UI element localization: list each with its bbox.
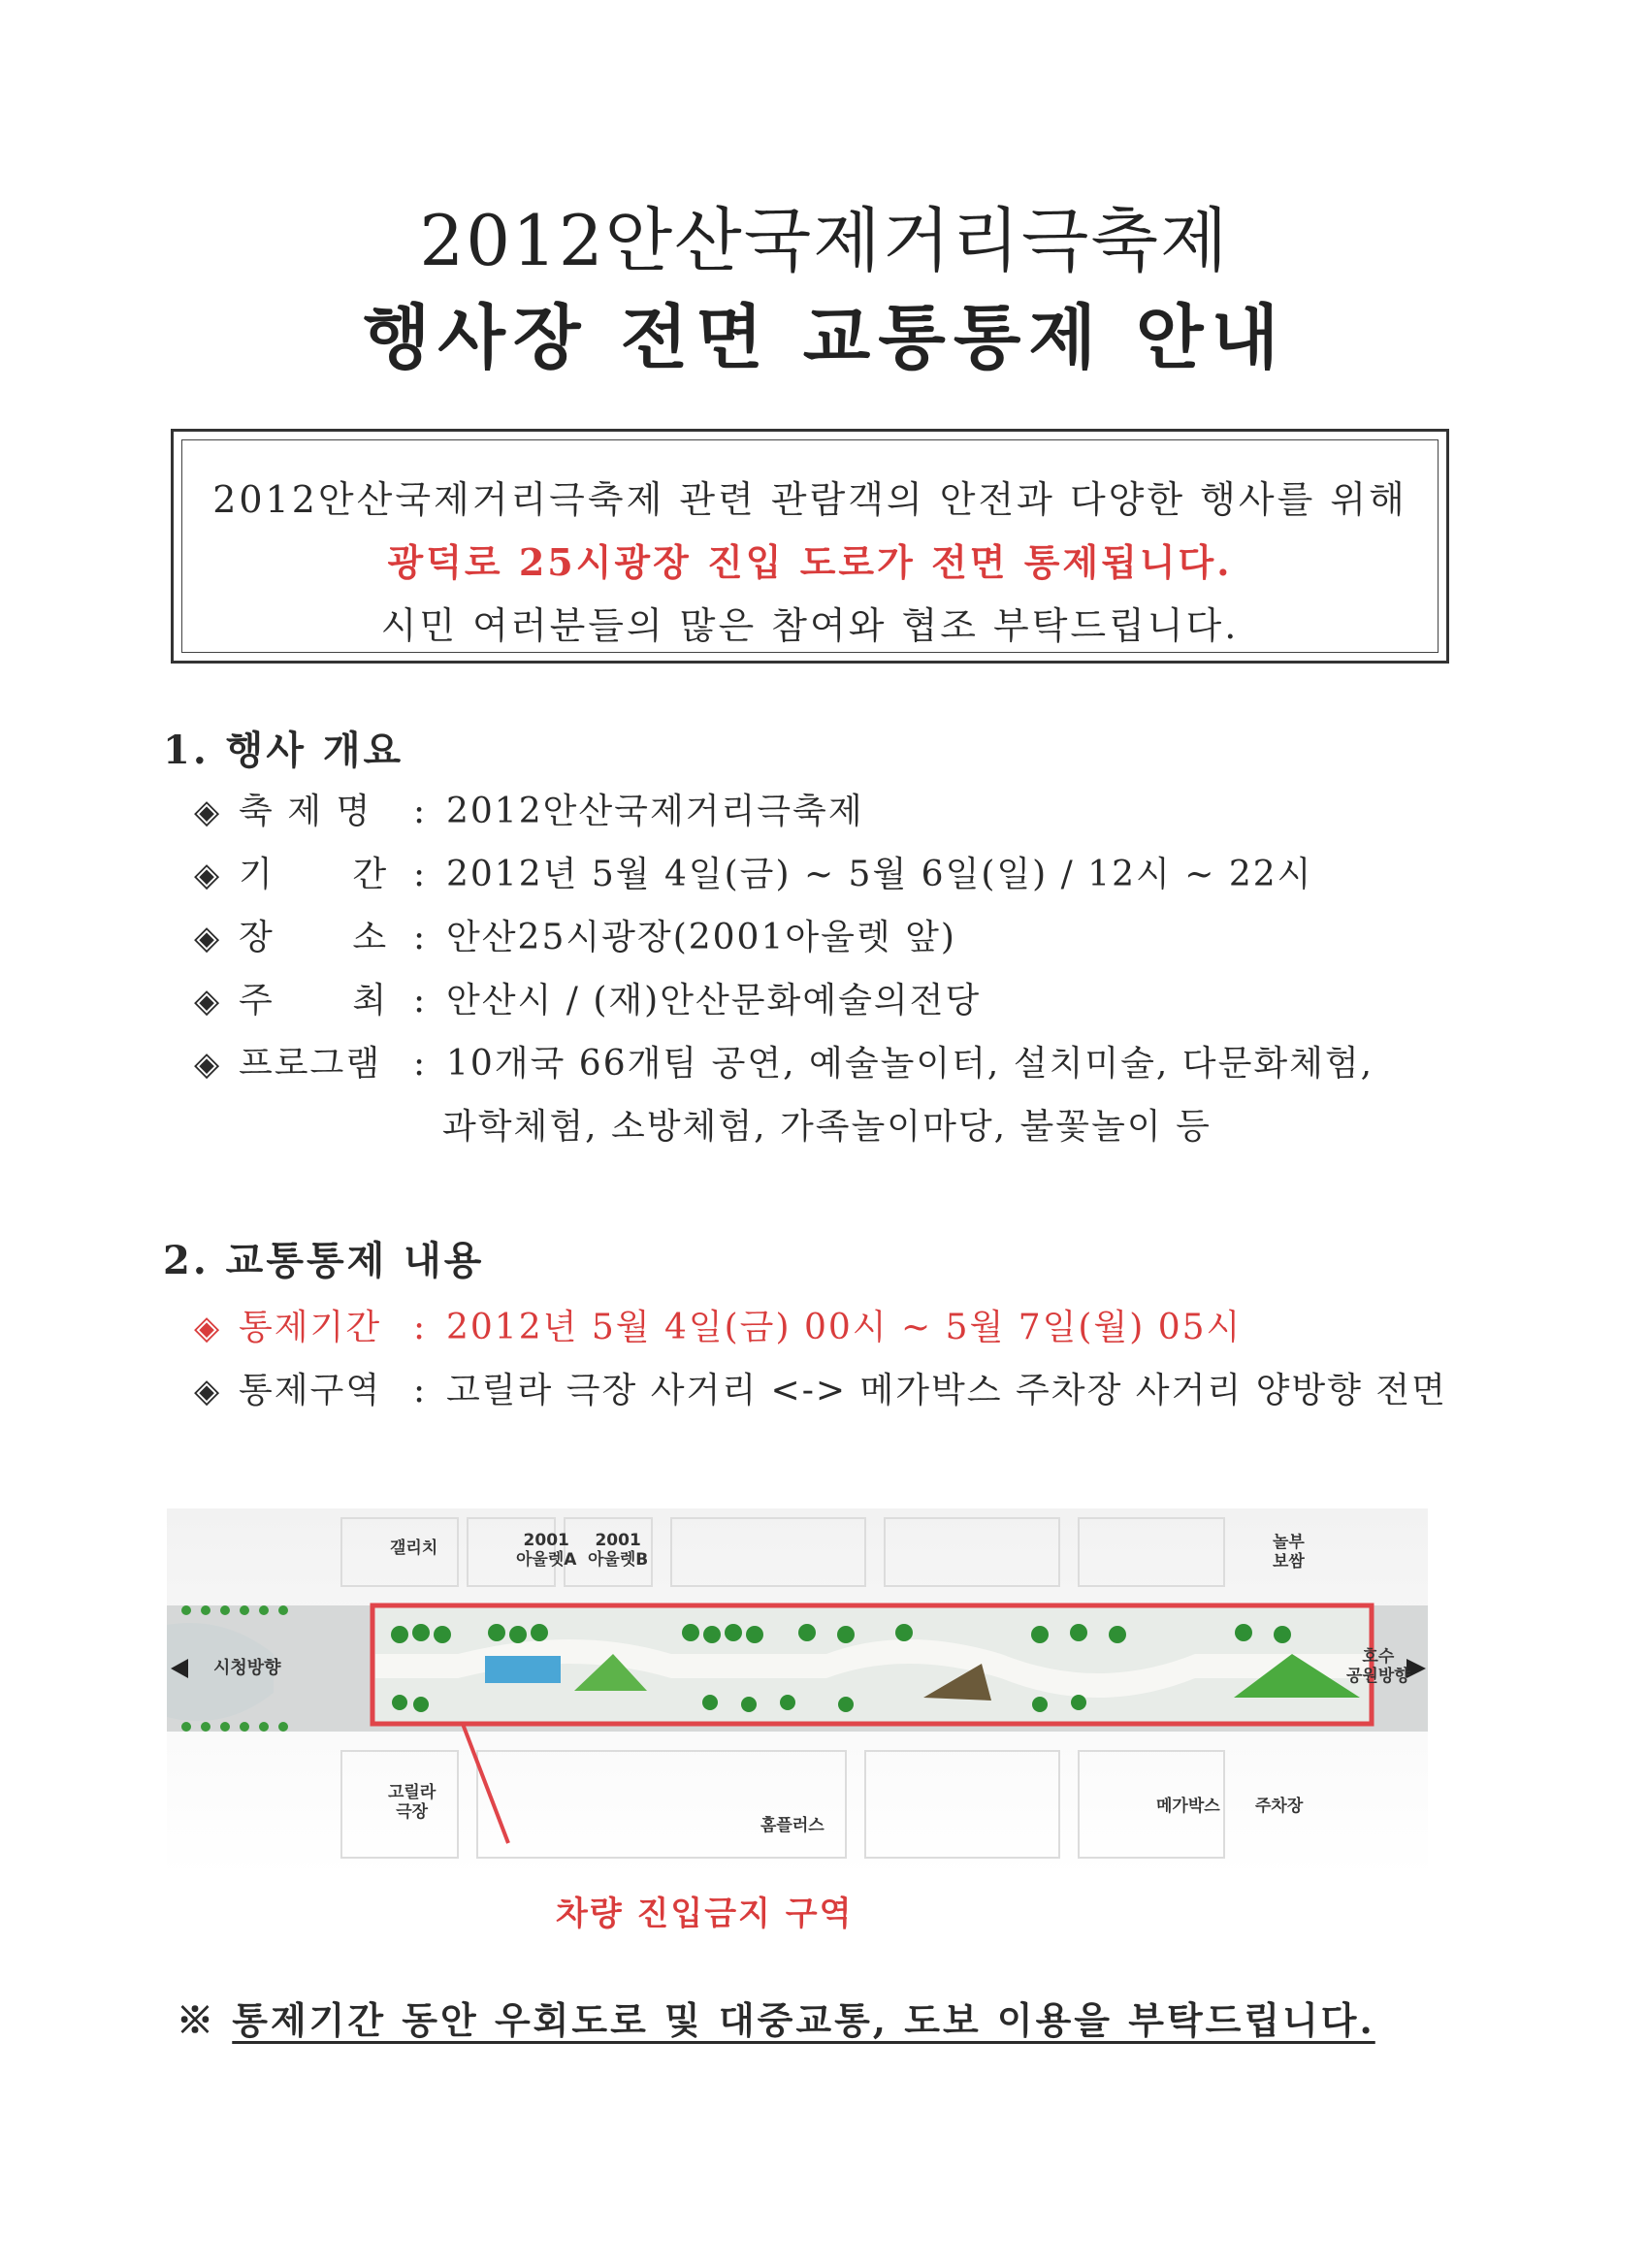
control-period-label: 통제기간 — [239, 1308, 382, 1347]
overview-value: 10개국 66개팀 공연, 예술놀이터, 설치미술, 다문화체험, — [446, 1044, 1374, 1084]
map-label-homeplus: 홈플러스 — [760, 1816, 824, 1835]
footer-text: 통제기간 동안 우회도로 및 대중교통, 도보 이용을 부탁드립니다. — [232, 1998, 1375, 2042]
notice-box — [171, 429, 1449, 664]
notice-box-inner — [181, 439, 1439, 653]
map-label-city-hall: 시청방향 — [213, 1658, 281, 1678]
section-2-heading: 2. 교통통제 내용 — [163, 1238, 485, 1283]
map-label-gallery: 갤리치 — [390, 1539, 438, 1558]
lake-line-1: 호수 — [1362, 1647, 1395, 1667]
outlet-a-number: 2001 — [523, 1531, 569, 1550]
outlet-b-number: 2001 — [595, 1531, 641, 1550]
overview-label: 프로그램 — [239, 1044, 382, 1084]
diamond-bullet-icon: ◈ — [194, 919, 222, 957]
outlet-a-name: 아울렛A — [516, 1550, 577, 1570]
overview-program-continued: 과학체험, 소방체험, 가족놀이마당, 불꽃놀이 등 — [442, 1107, 1212, 1147]
nolbu-line-1: 놀부 — [1273, 1533, 1305, 1552]
overview-label: 기 간 — [239, 855, 389, 894]
overview-value: 2012년 5월 4일(금) ~ 5월 6일(일) / 12시 ~ 22시 — [446, 855, 1313, 894]
diamond-bullet-icon: ◈ — [194, 1309, 222, 1347]
overview-label: 축 제 명 — [239, 792, 372, 831]
map-label-outlet-a — [516, 1531, 576, 1570]
overview-value: 안산시 / (재)안산문화예술의전당 — [446, 981, 982, 1021]
map-label-outlet-b — [588, 1531, 648, 1570]
overview-row-period: ◈ 기 간 : 2012년 5월 4일(금) ~ 5월 6일(일) / 12시 ~ 22시 — [194, 847, 1312, 896]
overview-label: 장 소 — [239, 918, 389, 957]
overview-row-program: ◈ 프로그램 : 10개국 66개팀 공연, 예술놀이터, 설치미술, 다문화체험, — [194, 1036, 1374, 1085]
water-pool — [485, 1656, 561, 1683]
gorilla-line-1: 고릴라 — [388, 1783, 436, 1802]
footer-notice — [177, 1991, 1375, 2044]
lake-line-2: 공원방향 — [1346, 1667, 1410, 1686]
map-label-gorilla-theater — [388, 1783, 436, 1822]
diamond-bullet-icon: ◈ — [194, 856, 222, 894]
control-area-row: ◈ 통제구역 : 고릴라 극장 사거리 <-> 메가박스 주차장 사거리 양방향 전면 — [194, 1363, 1447, 1412]
overview-row-name: ◈ 축 제 명 : 2012안산국제거리극축제 — [194, 784, 864, 833]
control-period-row: ◈ 통제기간 : 2012년 5월 4일(금) 00시 ~ 5월 7일(월) 05시 — [194, 1300, 1242, 1349]
nolbu-line-2: 보쌈 — [1273, 1552, 1305, 1571]
diamond-bullet-icon: ◈ — [194, 793, 222, 831]
gorilla-line-2: 극장 — [396, 1802, 429, 1822]
overview-row-host: ◈ 주 최 : 안산시 / (재)안산문화예술의전당 — [194, 973, 981, 1022]
map-label-parking: 주차장 — [1255, 1797, 1304, 1816]
control-period-value: 2012년 5월 4일(금) 00시 ~ 5월 7일(월) 05시 — [446, 1308, 1243, 1347]
diamond-bullet-icon: ◈ — [194, 1372, 222, 1410]
notice-line-3: 시민 여러분들의 많은 참여와 협조 부탁드립니다. — [380, 604, 1240, 647]
map-label-nolbu — [1273, 1533, 1305, 1571]
control-area-value: 고릴라 극장 사거리 <-> 메가박스 주차장 사거리 양방향 전면 — [446, 1371, 1447, 1410]
overview-label: 주 최 — [239, 981, 389, 1021]
map-label-megabox: 메가박스 — [1156, 1797, 1220, 1816]
notice-line-2-highlight: 광덕로 25시광장 진입 도로가 전면 통제됩니다. — [387, 540, 1233, 584]
restricted-zone-label: 차량 진입금지 구역 — [556, 1895, 854, 1933]
reference-mark-icon: ※ — [177, 1998, 217, 2042]
overview-value: 2012안산국제거리극축제 — [446, 792, 864, 831]
notice-line-1: 2012안산국제거리극축제 관련 관람객의 안전과 다양한 행사를 위해 — [212, 478, 1407, 521]
overview-value: 안산25시광장(2001아울렛 앞) — [446, 918, 956, 957]
diamond-bullet-icon: ◈ — [194, 982, 222, 1021]
page-title-line1: 2012안산국제거리극축제 — [419, 200, 1230, 281]
diamond-bullet-icon: ◈ — [194, 1045, 222, 1084]
overview-row-venue: ◈ 장 소 : 안산25시광장(2001아울렛 앞) — [194, 910, 956, 959]
section-1-heading: 1. 행사 개요 — [163, 728, 404, 773]
outlet-b-name: 아울렛B — [588, 1550, 649, 1570]
control-area-label: 통제구역 — [239, 1371, 382, 1410]
map-label-lake-park — [1346, 1647, 1410, 1686]
page-title-line2: 행사장 전면 교통통제 안내 — [362, 296, 1287, 378]
